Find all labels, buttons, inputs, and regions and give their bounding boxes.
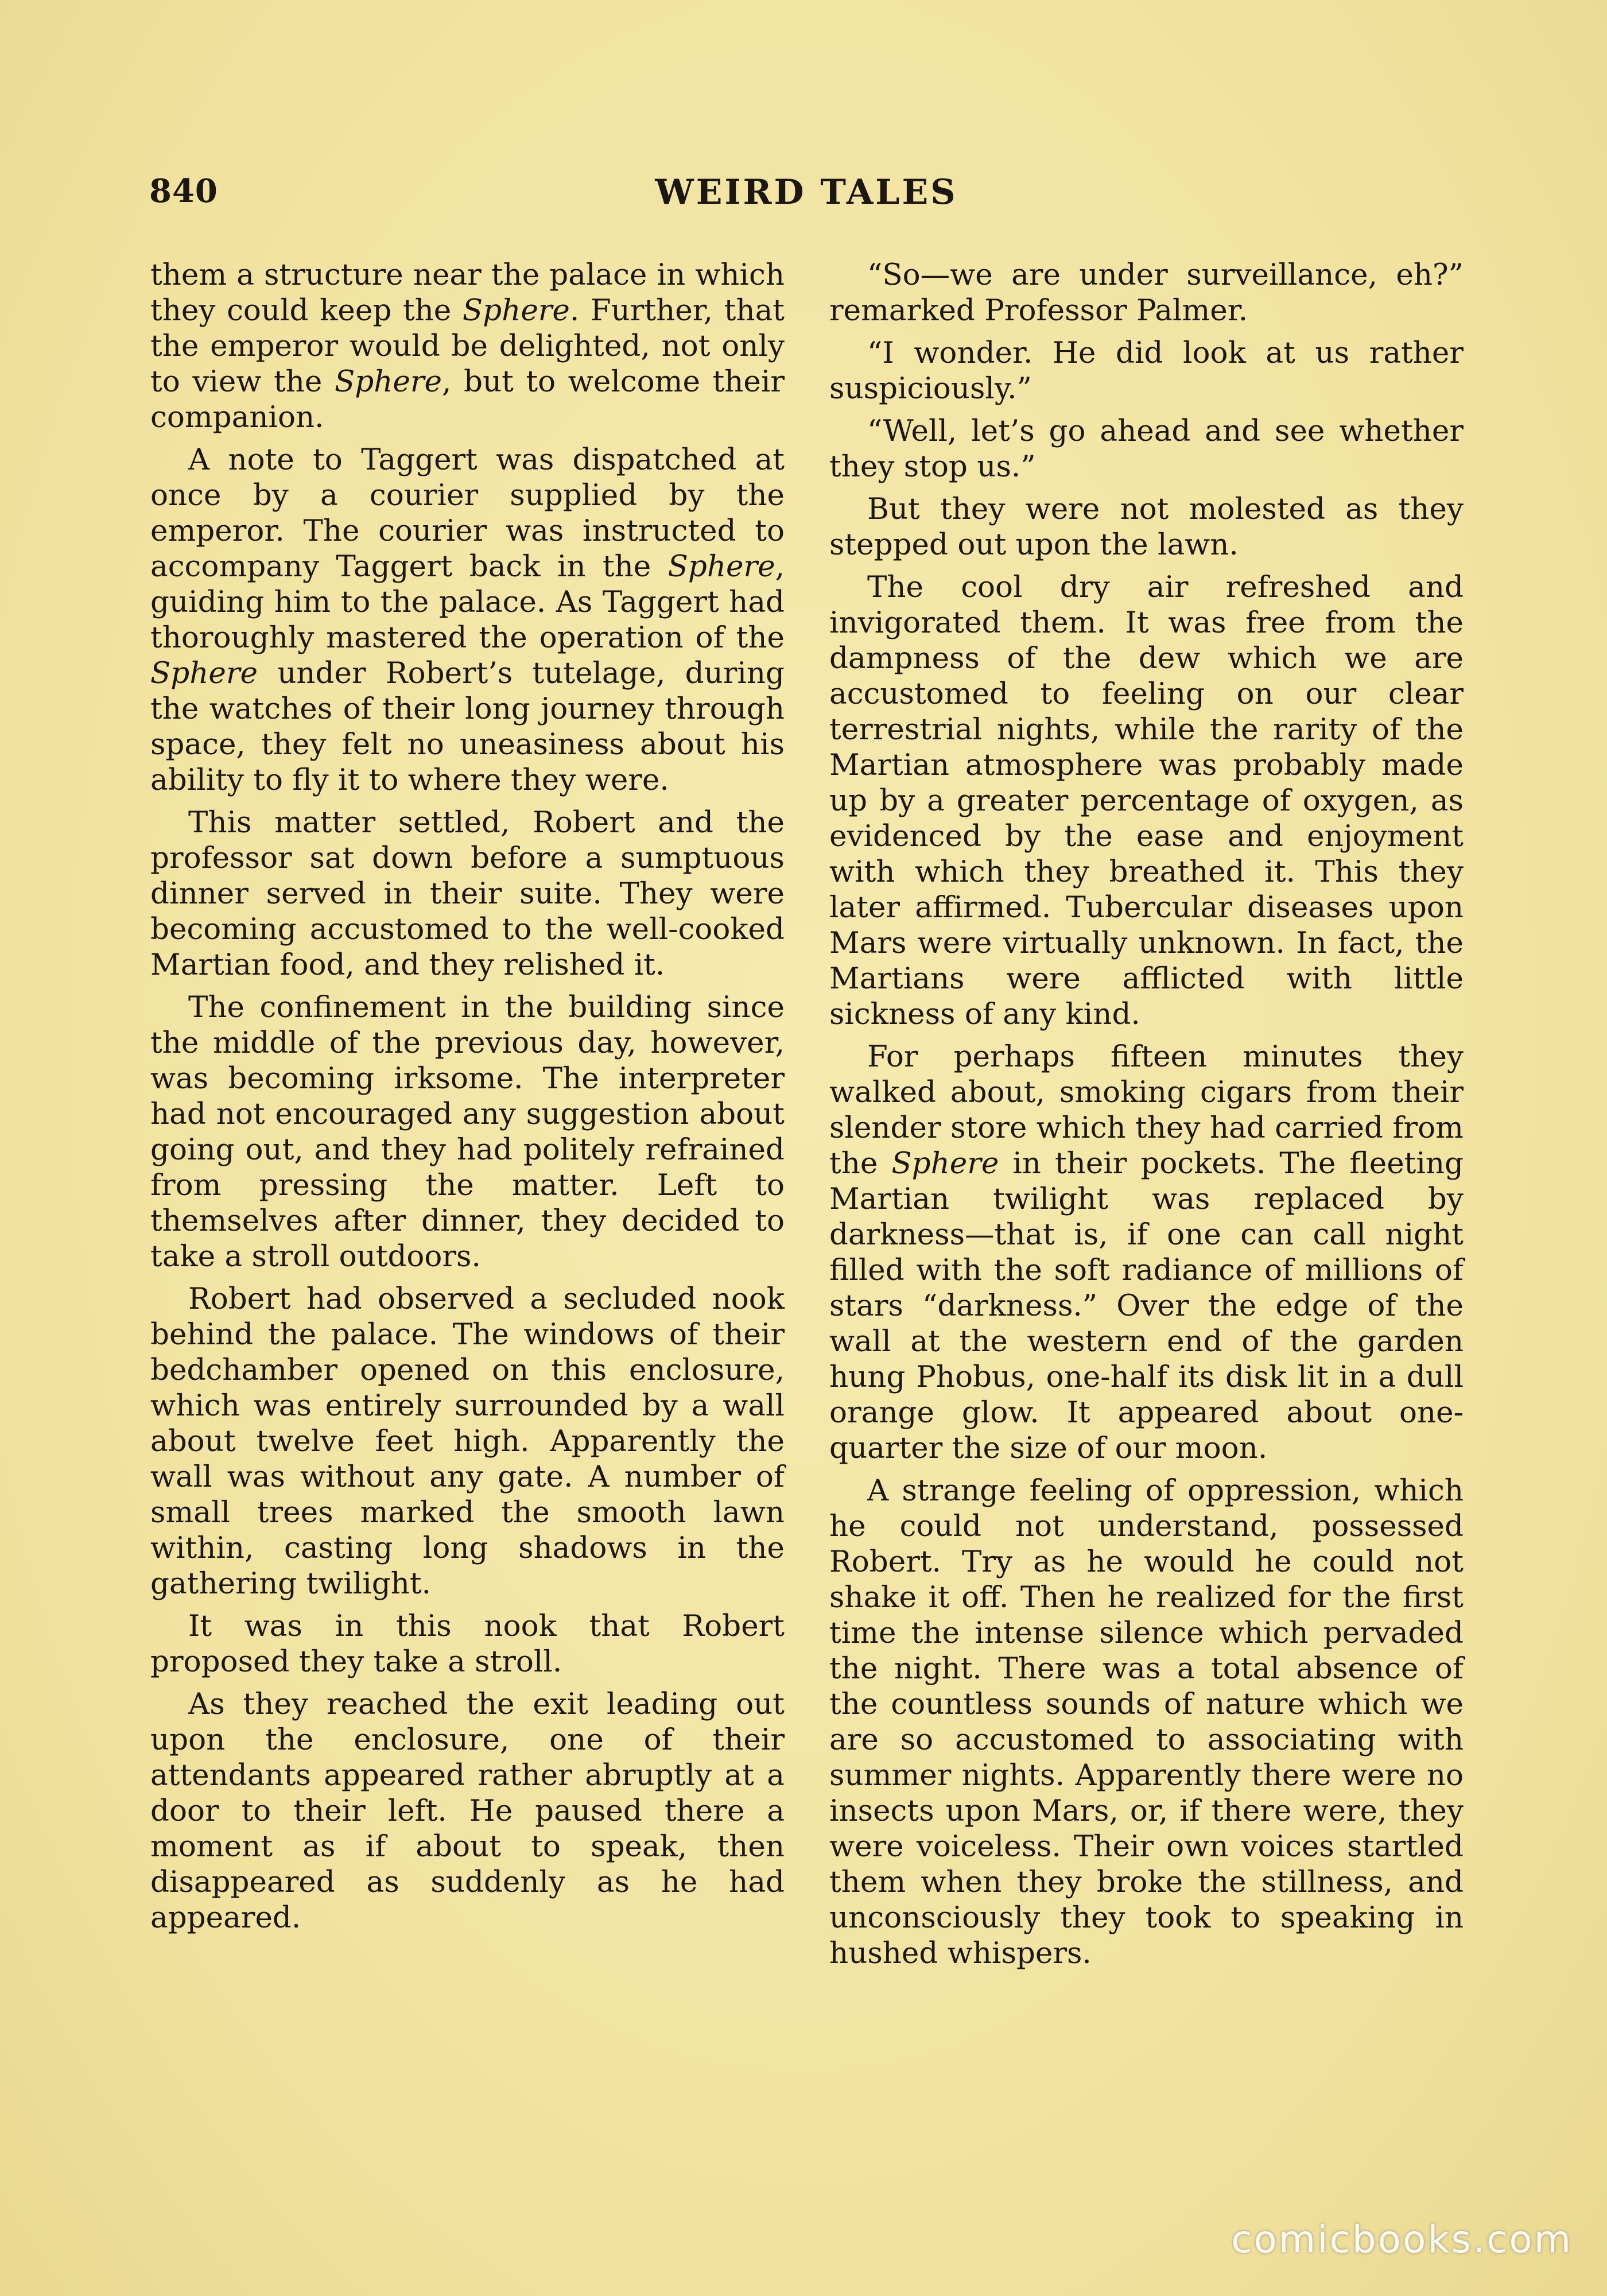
ship-name: Sphere — [667, 549, 775, 584]
ship-name: Sphere — [335, 364, 442, 399]
right-column — [829, 257, 1464, 1978]
paragraph: The confinement in the building since the middle of the previous day, however, was becoming irksome. The interpreter had not encouraged any suggestion about going out, and they had politely refrained from pressing the matter. Left to themselves after dinner, they decided to take a stroll outdoors. — [150, 990, 785, 1274]
paragraph: This matter settled, Robert and the professor sat down before a sumptuous dinner served in their suite. They were becoming accustomed to the well-cooked Martian food, and they relished it. — [150, 805, 785, 982]
paragraph: A strange feeling of oppression, which he could not understand, possessed Robert. Try as he would he could not shake it off. Then he realized for the first time the intense silence which pervaded the night. There was a total absence of the countless sounds of nature which we are so accustomed to associating with summer nights. Apparently there were no insects upon Mars, or, if there were, they were voiceless. Their own voices startled them when they broke the stillness, and unconsciously they took to speaking in hushed whispers. — [829, 1473, 1464, 1971]
page-header — [149, 172, 1464, 218]
left-column — [150, 257, 785, 1942]
page-number: 840 — [149, 172, 218, 210]
ship-name: Sphere — [462, 293, 570, 328]
site-watermark: comicbooks.com — [1231, 2217, 1573, 2262]
paragraph: As they reached the exit leading out upon the enclosure, one of their attendants appeared rather abruptly at a door to their left. He paused there a moment as if about to speak, then disappeared as suddenly as he had appeared. — [150, 1687, 785, 1935]
ship-name: Sphere — [891, 1146, 999, 1181]
paragraph: It was in this nook that Robert proposed they take a stroll. — [150, 1609, 785, 1679]
paragraph: Robert had observed a secluded nook behind the palace. The windows of their bedchamber opened on this enclosure, which was entirely surrounded by a wall about twelve feet high. Apparently the wall was without any gate. A number of small trees marked the smooth lawn within, casting long shadows in the gathering twilight. — [150, 1282, 785, 1601]
paragraph: them a structure near the palace in which they could keep the Sphere. Further, that the emperor would be delighted, not only to view the Sphere, but to welcome their companion. — [150, 258, 785, 435]
paragraph: “So—we are under surveillance, eh?” remarked Professor Palmer. — [829, 258, 1464, 328]
running-title: WEIRD TALES — [655, 172, 958, 212]
paragraph: The cool dry air refreshed and invigorated them. It was free from the dampness of the dew which we are accustomed to feeling on our clear terrestrial nights, while the rarity of the Martian atmosphere was probably made up by a greater percentage of oxygen, as evidenced by the ease and enjoyment with which they breathed it. This they later affirmed. Tubercular diseases upon Mars were virtually unknown. In fact, the Martians were afflicted with little sickness of any kind. — [829, 570, 1464, 1031]
paragraph: “Well, let’s go ahead and see whether they stop us.” — [829, 414, 1464, 484]
paragraph: “I wonder. He did look at us rather suspiciously.” — [829, 336, 1464, 406]
ship-name: Sphere — [150, 656, 258, 691]
paragraph: But they were not molested as they stepped out upon the lawn. — [829, 492, 1464, 562]
paragraph: A note to Taggert was dispatched at once by a courier supplied by the emperor. The courier was instructed to accompany Taggert back in the Sphere, guiding him to the palace. As Taggert had thoroughly mastered the operation of the Sphere under Robert’s tutelage, during the watches of their long journey through space, they felt no uneasiness about his ability to fly it to where they were. — [150, 443, 785, 797]
paragraph: For perhaps fifteen minutes they walked about, smoking cigars from their slender store which they had carried from the Sphere in their pockets. The fleeting Martian twilight was replaced by darkness—that is, if one can call night filled with the soft radiance of millions of stars “darkness.” Over the edge of the wall at the western end of the garden hung Phobus, one-half its disk lit in a dull orange glow. It appeared about one-quarter the size of our moon. — [829, 1040, 1464, 1465]
